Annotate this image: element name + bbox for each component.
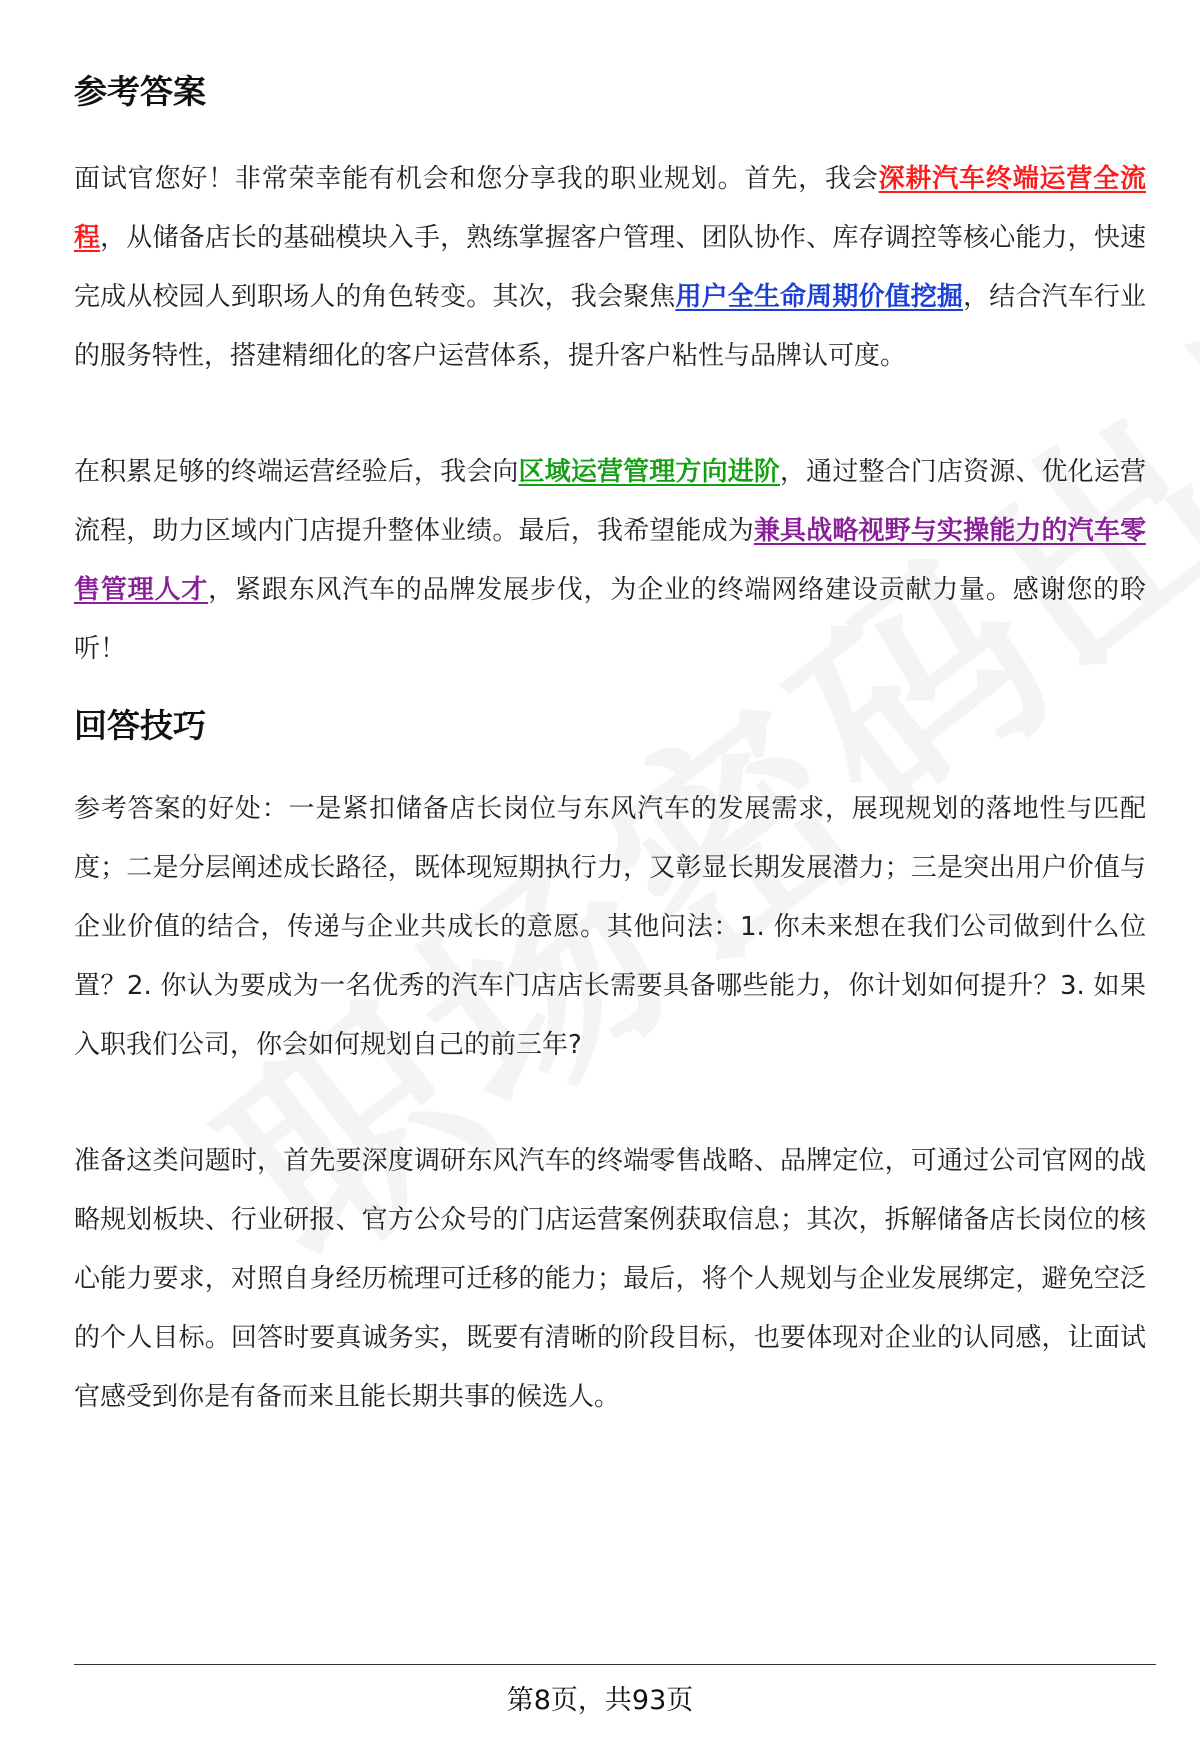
highlight-blue: 用户全生命周期价值挖掘 bbox=[675, 282, 964, 312]
tips-paragraph-1: 参考答案的好处：一是紧扣储备店长岗位与东风汽车的发展需求，展现规划的落地性与匹配度；二是分层阐述成长路径，既体现短期执行力，又彰显长期发展潜力；三是突出用户价值与企业价值的结合，传递与企业共成长的意愿。其他问法：1. 你未来想在我们公司做到什么位置？2. 你认为要成为一名优秀的汽车门店店长需要具备哪些能力，你计划如何提升？3. 如果入职我们公司，你会如何规划自己的前三年? bbox=[74, 794, 1146, 1060]
highlight-red: 深耕汽车终端运营全流程 bbox=[74, 164, 1146, 253]
section-title-answer: 参考答案 bbox=[74, 72, 206, 111]
section-title-tips: 回答技巧 bbox=[74, 706, 206, 745]
tips-paragraph-2: 准备这类问题时，首先要深度调研东风汽车的终端零售战略、品牌定位，可通过公司官网的战略规划板块、行业研报、官方公众号的门店运营案例获取信息；其次，拆解储备店长岗位的核心能力要求，对照自身经历梳理可迁移的能力；最后，将个人规划与企业发展绑定，避免空泛的个人目标。回答时要真诚务实，既要有清晰的阶段目标，也要体现对企业的认同感，让面试官感受到你是有备而来且能长期共事的候选人。 bbox=[74, 1146, 1146, 1412]
highlight-green: 区域运营管理方向进阶 bbox=[518, 457, 781, 487]
highlight-purple: 兼具战略视野与实操能力的汽车零售管理人才 bbox=[74, 516, 1146, 605]
page-number: 第8页，共93页 bbox=[506, 1685, 694, 1716]
answer-paragraph-1: 面试官您好！非常荣幸能有机会和您分享我的职业规划。首先，我会深耕汽车终端运营全流程，从储备店长的基础模块入手，熟练掌握客户管理、团队协作、库存调控等核心能力，快速完成从校园人到职场人的角色转变。其次，我会聚焦用户全生命周期价值挖掘，结合汽车行业的服务特性，搭建精细化的客户运营体系，提升客户粘性与品牌认可度。 bbox=[74, 164, 1146, 371]
footer-divider bbox=[74, 1664, 1156, 1665]
answer-paragraph-2: 在积累足够的终端运营经验后，我会向区域运营管理方向进阶，通过整合门店资源、优化运营流程，助力区域内门店提升整体业绩。最后，我希望能成为兼具战略视野与实操能力的汽车零售管理人才，紧跟东风汽车的品牌发展步伐，为企业的终端网络建设贡献力量。感谢您的聆听！ bbox=[74, 457, 1146, 664]
